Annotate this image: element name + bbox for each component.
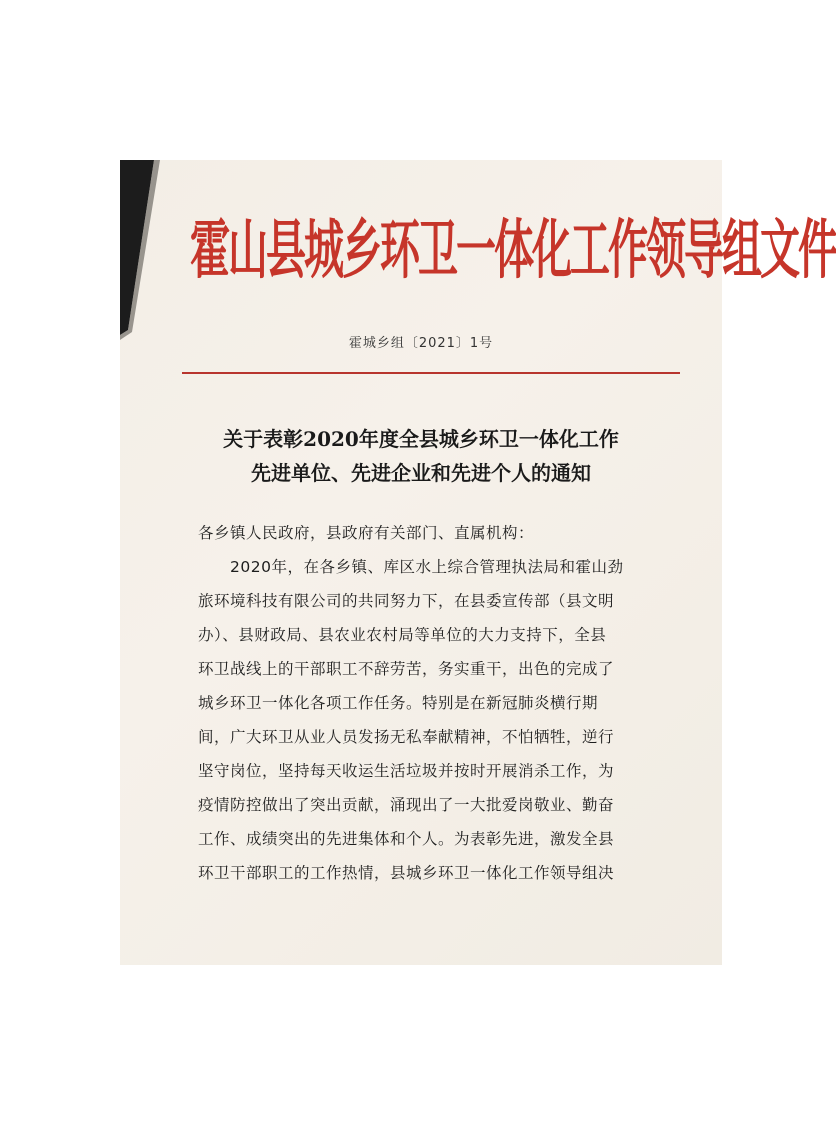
body-line: 城乡环卫一体化各项工作任务。特别是在新冠肺炎横行期 — [198, 694, 599, 712]
document-body — [198, 516, 688, 890]
document-header: 霍山县城乡环卫一体化工作领导组文件 — [190, 212, 836, 288]
title-line-2: 先进单位、先进企业和先进个人的通知 — [251, 461, 591, 485]
body-line: 2020年，在各乡镇、库区水上综合管理执法局和霍山劲 — [230, 558, 624, 576]
body-line: 办）、县财政局、县农业农村局等单位的大力支持下，全县 — [198, 626, 607, 644]
body-line: 环卫干部职工的工作热情，县城乡环卫一体化工作领导组决 — [198, 864, 615, 882]
body-line: 间，广大环卫从业人员发扬无私奉献精神，不怕牺牲，逆行 — [198, 728, 615, 746]
red-separator-rule — [182, 372, 680, 374]
document-number: 霍城乡组〔2021〕1号 — [348, 336, 494, 351]
document-title — [120, 422, 722, 490]
document-photo — [120, 160, 836, 965]
body-line: 坚守岗位，坚持每天收运生活垃圾并按时开展消杀工作，为 — [198, 762, 615, 780]
body-line: 环卫战线上的干部职工不辞劳苦，务实重干，出色的完成了 — [198, 660, 615, 678]
body-line: 工作、成绩突出的先进集体和个人。为表彰先进，激发全县 — [198, 830, 615, 848]
title-line-1: 关于表彰2020年度全县城乡环卫一体化工作 — [223, 427, 619, 451]
salutation: 各乡镇人民政府，县政府有关部门、直属机构： — [198, 524, 535, 542]
body-line: 疫情防控做出了突出贡献，涌现出了一大批爱岗敬业、勤奋 — [198, 796, 615, 814]
body-line: 旅环境科技有限公司的共同努力下，在县委宣传部（县文明 — [198, 592, 615, 610]
